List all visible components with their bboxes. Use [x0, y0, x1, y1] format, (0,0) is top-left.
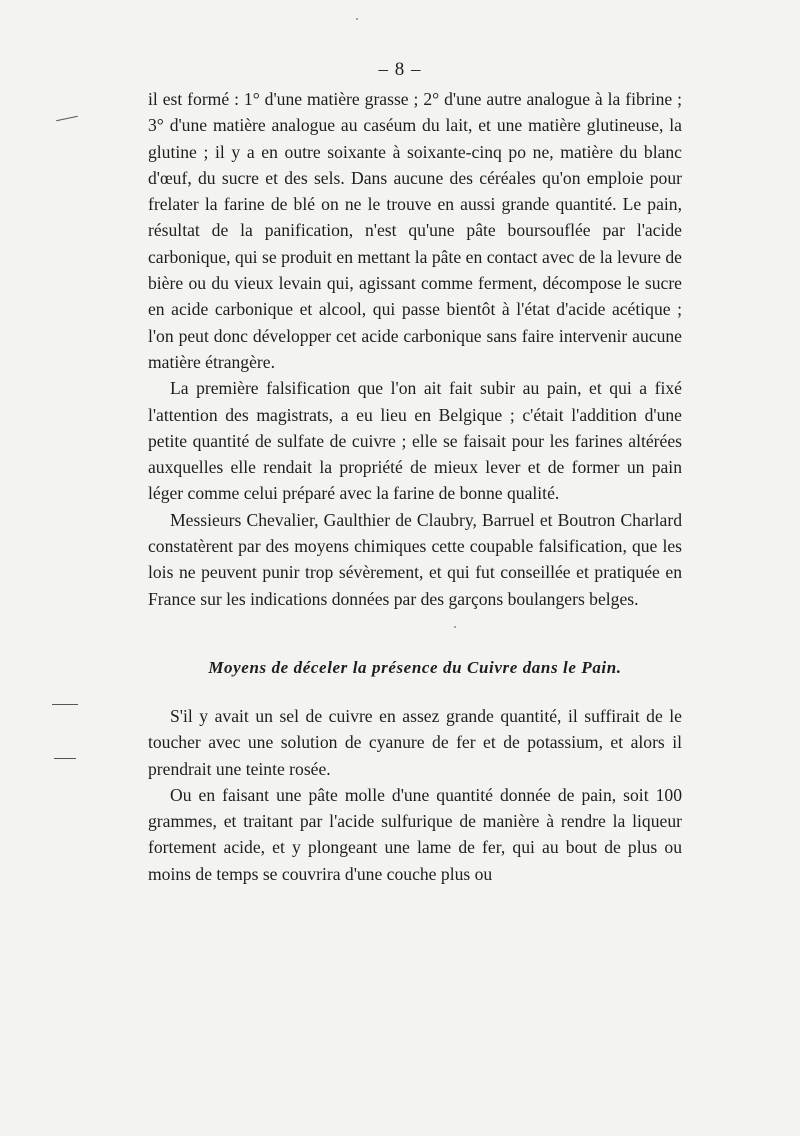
paragraph: S'il y avait un sel de cuivre en assez grande quantité, il suffirait de le toucher avec une solution de cyanure de fer et de potassium, et alors il prendrait une teinte rosée. — [148, 706, 682, 779]
body-text-bottom — [148, 703, 682, 887]
paragraph: La première falsification que l'on ait fait subir au pain, et qui a fixé l'attention des magistrats, a eu lieu en Belgique ; c'était l'addition d'une petite quantité de sulfate de cuivre ; elle se faisait pour les farines altérées auxquelles elle rendait la propriété de mieux lever et de former un pain léger comme celui préparé avec la farine de bonne qualité. — [148, 378, 682, 504]
page-number: – 8 – — [378, 59, 422, 80]
speck — [454, 626, 456, 628]
speck — [356, 18, 358, 20]
body-text-top — [148, 86, 682, 612]
paragraph: Messieurs Chevalier, Gaulthier de Claubry, Barruel et Boutron Charlard constatèrent par des moyens chimiques cette coupable falsification, que les lois ne peuvent punir trop sévèrement, et qui fut conseillée et pratiquée en France sur les indications données par des garçons boulangers belges. — [148, 509, 682, 609]
margin-mark — [56, 116, 78, 122]
margin-mark — [54, 758, 76, 759]
margin-mark — [52, 704, 78, 705]
section-heading: Moyens de déceler la présence du Cuivre dans le Pain. — [208, 658, 622, 677]
paragraph: Ou en faisant une pâte molle d'une quantité donnée de pain, soit 100 grammes, et traitant par l'acide sulfurique de manière à rendre la liqueur fortement acide, et y plongeant une lame de fer, qui au bout de plus ou moins de temps se couvrira d'une couche plus ou — [148, 784, 682, 884]
paragraph: il est formé : 1° d'une matière grasse ; 2° d'une autre analogue à la fibrine ; 3° d'une matière analogue au caséum du lait, et une matière glutineuse, la glutine ; il y a en outre soixante à soixante-cinq po ne, matière du blanc d'œuf, du sucre et des sels. Dans aucune des céréales qu'on emploie pour frelater la farine de blé on ne le trouve en aussi grande quantité. Le pain, résultat de la panification, n'est qu'une pâte boursouflée par l'acide carbonique, qui se produit en mettant la pâte en contact avec de la levure de bière ou du vieux levain qui, agissant comme ferment, décompose le sucre en acide carbonique et alcool, qui passe bientôt à l'état d'acide acétique ; l'on peut donc développer cet acide carbonique sans faire intervenir aucune matière étrangère. — [148, 89, 682, 372]
